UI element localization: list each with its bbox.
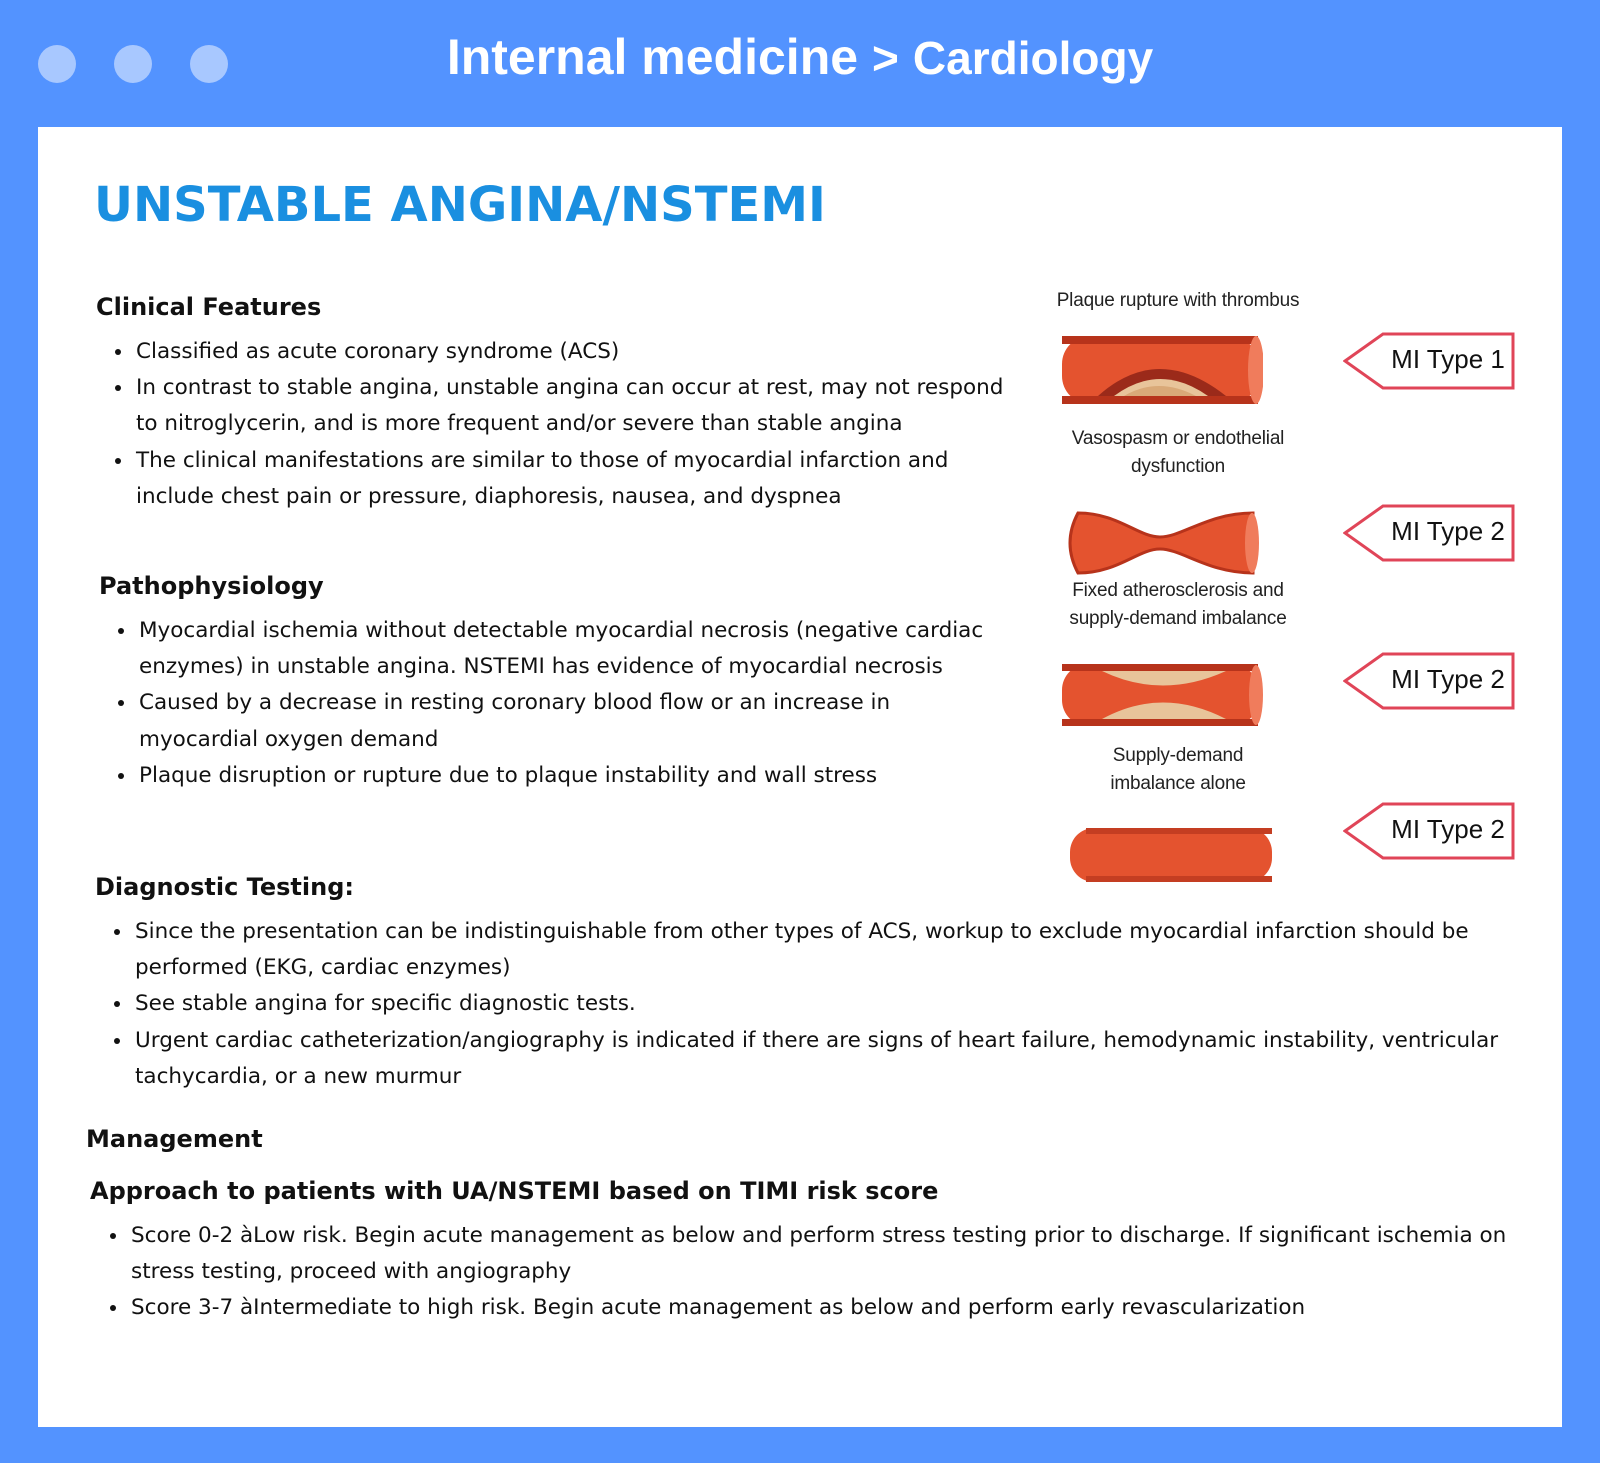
figure-caption-fixed-atherosclerosis: Fixed atherosclerosis and supply-demand imbalance — [1069, 580, 1287, 629]
list-item: • Myocardial ischemia without detectable myocardial necrosis (negative cardiac enzymes) in unstable angina. NSTEMI has evidence of myocardial necrosis — [137, 613, 987, 685]
list-item: • Classified as acute coronary syndrome (ACS) — [134, 334, 1014, 370]
mi-type-text: MI Type 2 — [1391, 516, 1505, 546]
management-heading: Management — [86, 1125, 263, 1153]
list-item: • Plaque disruption or rupture due to plaque instability and wall stress — [137, 758, 987, 794]
list-item: • Caused by a decrease in resting coronary blood flow or an increase in myocardial oxygen demand — [137, 685, 987, 757]
figure-caption-vasospasm: Vasospasm or endothelial dysfunction — [1071, 428, 1285, 477]
figure-caption-supply-demand: Supply-demand imbalance alone — [1110, 745, 1246, 794]
clinical-features-list — [110, 334, 1014, 515]
mi-type-text: MI Type 2 — [1391, 664, 1505, 694]
vessel-normal-image — [1066, 822, 1276, 888]
breadcrumb-section[interactable]: Internal medicine — [446, 29, 859, 85]
page-title: UNSTABLE ANGINA/NSTEMI — [94, 177, 826, 233]
list-item: • See stable angina for specific diagnostic tests. — [133, 986, 1553, 1022]
management-subheading: Approach to patients with UA/NSTEMI based on TIMI risk score — [90, 1177, 939, 1205]
clinical-features-heading: Clinical Features — [96, 293, 322, 321]
list-item: • Score 0-2 àLow risk. Begin acute management as below and perform stress testing prior to discharge. If significant ischemia on stress testing, proceed with angiography — [129, 1218, 1574, 1290]
mi-type-text: MI Type 2 — [1391, 814, 1505, 844]
pathophysiology-list — [113, 613, 987, 794]
list-item: • Score 3-7 àIntermediate to high risk. Begin acute management as below and perform early revascularization — [129, 1290, 1574, 1326]
management-list — [105, 1218, 1574, 1327]
figure-caption-plaque-rupture: Plaque rupture with thrombus — [1056, 290, 1300, 311]
mi-type-text: MI Type 1 — [1391, 344, 1505, 374]
vessel-atherosclerosis-image — [1058, 660, 1263, 730]
mi-types-figure — [1038, 282, 1548, 1002]
list-item: • In contrast to stable angina, unstable angina can occur at rest, may not respond to nitroglycerin, and is more frequent and/or severe than stable angina — [134, 370, 1014, 442]
diagnostic-testing-heading: Diagnostic Testing: — [95, 873, 354, 901]
mi-type-label — [1343, 504, 1517, 562]
breadcrumb-page[interactable]: Cardiology — [912, 32, 1154, 84]
mi-type-label — [1343, 332, 1517, 390]
vessel-vasospasm-image — [1058, 507, 1263, 579]
list-item: • Urgent cardiac catheterization/angiography is indicated if there are signs of heart failure, hemodynamic instability, ventricular tachycardia, or a new murmur — [133, 1023, 1553, 1095]
list-item: • Since the presentation can be indistinguishable from other types of ACS, workup to exclude myocardial infarction should be performed (EKG, cardiac enzymes) — [133, 914, 1553, 986]
mi-type-label — [1343, 802, 1517, 860]
list-item: • The clinical manifestations are similar to those of myocardial infarction and include chest pain or pressure, diaphoresis, nausea, and dyspnea — [134, 443, 1014, 515]
breadcrumb — [0, 28, 1600, 86]
pathophysiology-heading: Pathophysiology — [99, 572, 324, 600]
window-title-bar — [0, 0, 1600, 128]
vessel-plaque-rupture-image — [1058, 332, 1263, 408]
content-panel — [38, 127, 1562, 1427]
mi-type-label — [1343, 652, 1517, 710]
breadcrumb-separator: > — [872, 32, 899, 84]
